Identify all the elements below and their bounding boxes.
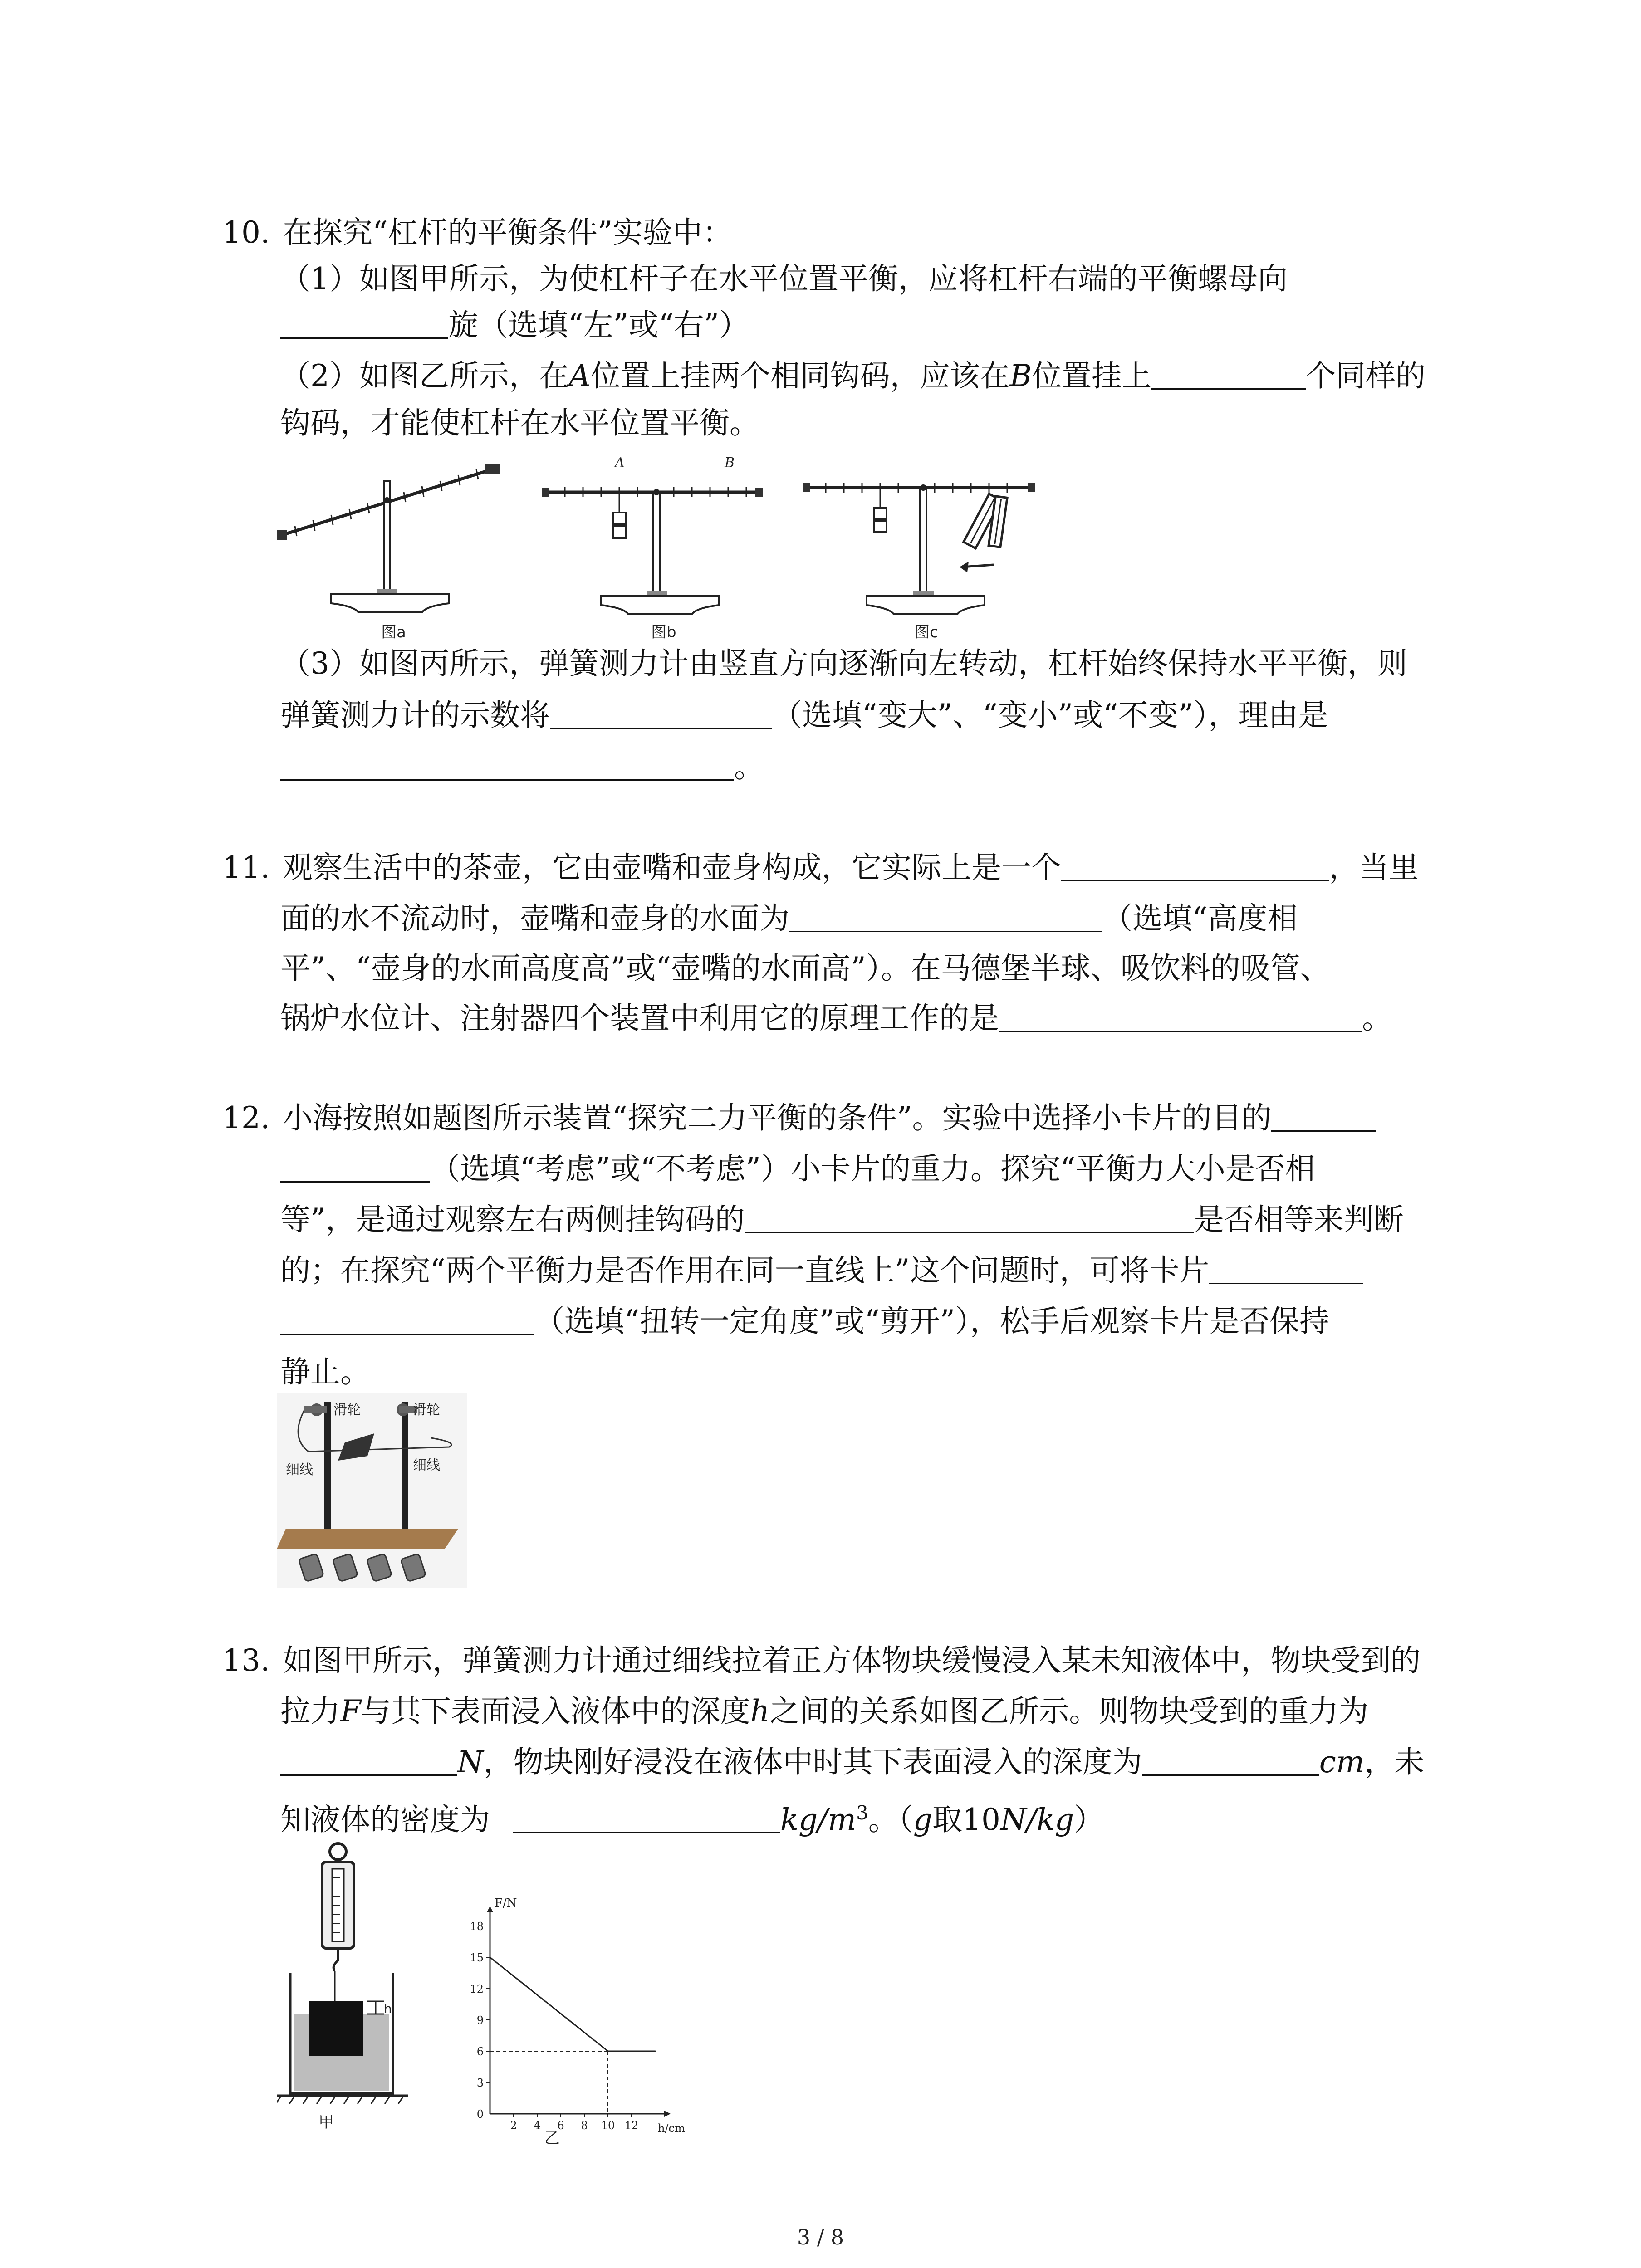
q10-p2-text4: 个同样的 bbox=[1306, 358, 1426, 393]
q12-blank-3b[interactable] bbox=[280, 1304, 534, 1335]
q13-unit-N: N bbox=[457, 1745, 484, 1779]
q10-part3-line3 bbox=[280, 747, 764, 787]
q13-text2: 拉力 bbox=[280, 1694, 340, 1729]
x-tick-label: 4 bbox=[534, 2119, 541, 2132]
pulley-label-right: 滑轮 bbox=[413, 1402, 440, 1418]
fig-b-label-B: B bbox=[725, 455, 735, 471]
q10-part2-line1 bbox=[280, 356, 1425, 396]
q13-text1: 如图甲所示，弹簧测力计通过细线拉着正方体物块缓慢浸入某未知液体中，物块受到的 bbox=[282, 1643, 1421, 1678]
q10-part1-text: 旋（选填“左”或“右”） bbox=[448, 308, 749, 342]
lever-figure-a bbox=[277, 454, 513, 644]
q13-text9: 取10 bbox=[932, 1802, 1001, 1837]
q12-line2 bbox=[280, 1149, 1315, 1189]
q11-text1: 观察生活中的茶壶，它由壶嘴和壶身构成，它实际上是一个 bbox=[282, 850, 1061, 885]
fig-yi-caption: 乙 bbox=[544, 2129, 560, 2147]
q10-part1-line1: （1）如图甲所示，为使杠杆子在水平位置平衡，应将杠杆右端的平衡螺母向 bbox=[280, 261, 1288, 296]
y-tick-label: 6 bbox=[476, 2045, 484, 2058]
q13-unit-density: kg/m bbox=[780, 1802, 857, 1837]
y-tick-label: 3 bbox=[476, 2077, 484, 2089]
string-label-left: 细线 bbox=[286, 1462, 313, 1478]
q10-p2-text1: （2）如图乙所示，在 bbox=[280, 358, 569, 393]
x-tick-label: 10 bbox=[601, 2119, 615, 2132]
q11-number: 11. bbox=[222, 850, 270, 885]
y-tick-label: 9 bbox=[476, 2014, 484, 2027]
x-axis-arrow bbox=[664, 2111, 671, 2117]
x-tick-label: 2 bbox=[510, 2119, 517, 2132]
x-tick-label: 12 bbox=[624, 2119, 639, 2132]
q13-line1 bbox=[222, 1640, 1421, 1681]
q10-part3-line2 bbox=[280, 695, 1328, 736]
depth-h-label: h bbox=[384, 2001, 392, 2016]
q12-text3: 等”，是通过观察左右两侧挂钩码的 bbox=[280, 1202, 745, 1237]
force-depth-line bbox=[490, 1957, 655, 2051]
q10-p2-text2: 位置上挂两个相同钩码，应该在 bbox=[590, 358, 1010, 393]
q13-text4: 之间的关系如图乙所示。则物块受到的重力为 bbox=[769, 1694, 1369, 1729]
force-depth-chart bbox=[458, 1842, 712, 2150]
fig-c-caption: 图c bbox=[914, 623, 938, 641]
q13-blank-1[interactable] bbox=[280, 1745, 457, 1776]
q12-text2: （选填“考虑”或“不考虑”）小卡片的重力。探究“平衡力大小是否相 bbox=[430, 1151, 1315, 1186]
q13-line4 bbox=[280, 1793, 1104, 1840]
y-tick-label: 12 bbox=[470, 1983, 484, 1995]
q12-text5: 的；在探究“两个平衡力是否作用在同一直线上”这个问题时，可将卡片 bbox=[280, 1253, 1210, 1288]
fig-b-label-A: A bbox=[615, 455, 625, 471]
q13-text7: 知液体的密度为 bbox=[280, 1802, 490, 1837]
q11-blank-1[interactable] bbox=[1061, 850, 1329, 881]
q13-text6: ，未 bbox=[1364, 1745, 1425, 1779]
q12-blank-1a[interactable] bbox=[1271, 1100, 1376, 1132]
q12-line3 bbox=[280, 1199, 1404, 1240]
q10-title-line bbox=[222, 212, 732, 253]
q13-text8: 。（ bbox=[868, 1802, 913, 1837]
q12-line6: 静止。 bbox=[280, 1354, 370, 1389]
q13-blank-3[interactable] bbox=[513, 1802, 780, 1833]
q10-blank-3[interactable] bbox=[550, 698, 772, 729]
q13-text3: 与其下表面浸入液体中的深度 bbox=[361, 1694, 750, 1729]
q11-text5: 锅炉水位计、注射器四个装置中利用它的原理工作的是 bbox=[280, 1001, 999, 1036]
x-tick-label: 8 bbox=[581, 2119, 588, 2132]
q13-text5: ，物块刚好浸没在液体中时其下表面浸入的深度为 bbox=[483, 1745, 1142, 1779]
string-label-right: 细线 bbox=[413, 1457, 440, 1473]
balance-apparatus-figure bbox=[277, 1393, 467, 1588]
y-tick-label: 15 bbox=[470, 1951, 484, 1964]
fig-b-caption: 图b bbox=[651, 623, 676, 641]
q12-line1 bbox=[222, 1098, 1376, 1139]
q10-p3-text1: 弹簧测力计的示数将 bbox=[280, 698, 550, 733]
q13-var-g: g bbox=[913, 1802, 933, 1837]
lever-figure-b bbox=[542, 454, 778, 644]
q13-unit-g: N/kg bbox=[1000, 1802, 1074, 1837]
lever-figure-c bbox=[803, 454, 1048, 644]
y-tick-label: 0 bbox=[476, 2108, 484, 2121]
q10-blank-4[interactable] bbox=[280, 749, 734, 781]
data-point bbox=[655, 2051, 656, 2052]
q11-line3: 平”、“壶身的水面高度高”或“壶嘴的水面高”）。在马德堡半球、吸饮料的吸管、 bbox=[280, 951, 1330, 986]
q11-text6: 。 bbox=[1362, 1001, 1392, 1036]
q12-blank-1b[interactable] bbox=[280, 1151, 430, 1183]
q10-number: 10. bbox=[222, 215, 270, 250]
q10-title: 在探究“杠杆的平衡条件”实验中： bbox=[282, 215, 733, 250]
y-axis-arrow bbox=[487, 1906, 493, 1912]
page-number: 3 / 8 bbox=[797, 2225, 844, 2249]
q10-blank-2[interactable] bbox=[1151, 358, 1306, 390]
q10-p2-text3: 位置挂上 bbox=[1032, 358, 1152, 393]
q12-text4: 是否相等来判断 bbox=[1194, 1202, 1404, 1237]
q11-text4: （选填“高度相 bbox=[1102, 901, 1298, 936]
q11-text2: ，当里 bbox=[1328, 850, 1419, 885]
data-point bbox=[490, 1957, 491, 1958]
q11-line1 bbox=[222, 847, 1419, 888]
q13-unit-exp: 3 bbox=[856, 1802, 868, 1824]
q12-blank-2[interactable] bbox=[745, 1202, 1194, 1233]
q11-text3: 面的水不流动时，壶嘴和壶身的水面为 bbox=[280, 901, 789, 936]
y-tick-label: 18 bbox=[470, 1920, 484, 1933]
q13-line3 bbox=[280, 1742, 1424, 1783]
x-tick-label: 6 bbox=[557, 2119, 564, 2132]
x-axis-label: h/cm bbox=[658, 2122, 685, 2135]
q10-var-B: B bbox=[1009, 358, 1032, 393]
q13-var-h: h bbox=[750, 1694, 770, 1729]
q10-p3-end: 。 bbox=[734, 749, 764, 784]
q11-blank-3[interactable] bbox=[999, 1001, 1362, 1032]
q12-blank-3a[interactable] bbox=[1209, 1253, 1363, 1284]
q10-blank-1[interactable] bbox=[280, 308, 448, 339]
q10-p3-text2: （选填“变大”、“变小”或“不变”），理由是 bbox=[772, 698, 1328, 733]
q11-line2 bbox=[280, 898, 1298, 939]
q10-var-A: A bbox=[569, 358, 591, 393]
q10-part3-line1: （3）如图丙所示，弹簧测力计由竖直方向逐渐向左转动，杠杆始终保持水平平衡，则 bbox=[280, 646, 1407, 681]
q13-text10: ） bbox=[1074, 1802, 1104, 1837]
fig-jia-caption: 甲 bbox=[318, 2113, 334, 2131]
pulley-label-left: 滑轮 bbox=[333, 1402, 361, 1418]
data-point bbox=[607, 2051, 609, 2052]
q12-text1: 小海按照如题图所示装置“探究二力平衡的条件”。实验中选择小卡片的目的 bbox=[282, 1100, 1272, 1135]
q11-line4 bbox=[280, 998, 1392, 1039]
q11-blank-2[interactable] bbox=[789, 901, 1102, 932]
fig-a-caption: 图a bbox=[381, 623, 406, 641]
q13-unit-cm: cm bbox=[1319, 1745, 1365, 1779]
q13-blank-2[interactable] bbox=[1142, 1745, 1319, 1776]
q12-number: 12. bbox=[222, 1100, 270, 1135]
spring-scale-figure bbox=[277, 1842, 422, 2132]
y-axis-label: F/N bbox=[495, 1897, 517, 1910]
q13-line2 bbox=[280, 1691, 1368, 1732]
q13-var-F: F bbox=[340, 1694, 361, 1729]
q13-number: 13. bbox=[222, 1643, 270, 1678]
q10-part1-line2 bbox=[280, 305, 749, 346]
q12-text6: （选填“扭转一定角度”或“剪开”），松手后观察卡片是否保持 bbox=[534, 1304, 1329, 1339]
q10-part2-line2: 钩码，才能使杠杆在水平位置平衡。 bbox=[280, 406, 759, 440]
q12-line4 bbox=[280, 1250, 1363, 1291]
q12-line5 bbox=[280, 1301, 1329, 1342]
